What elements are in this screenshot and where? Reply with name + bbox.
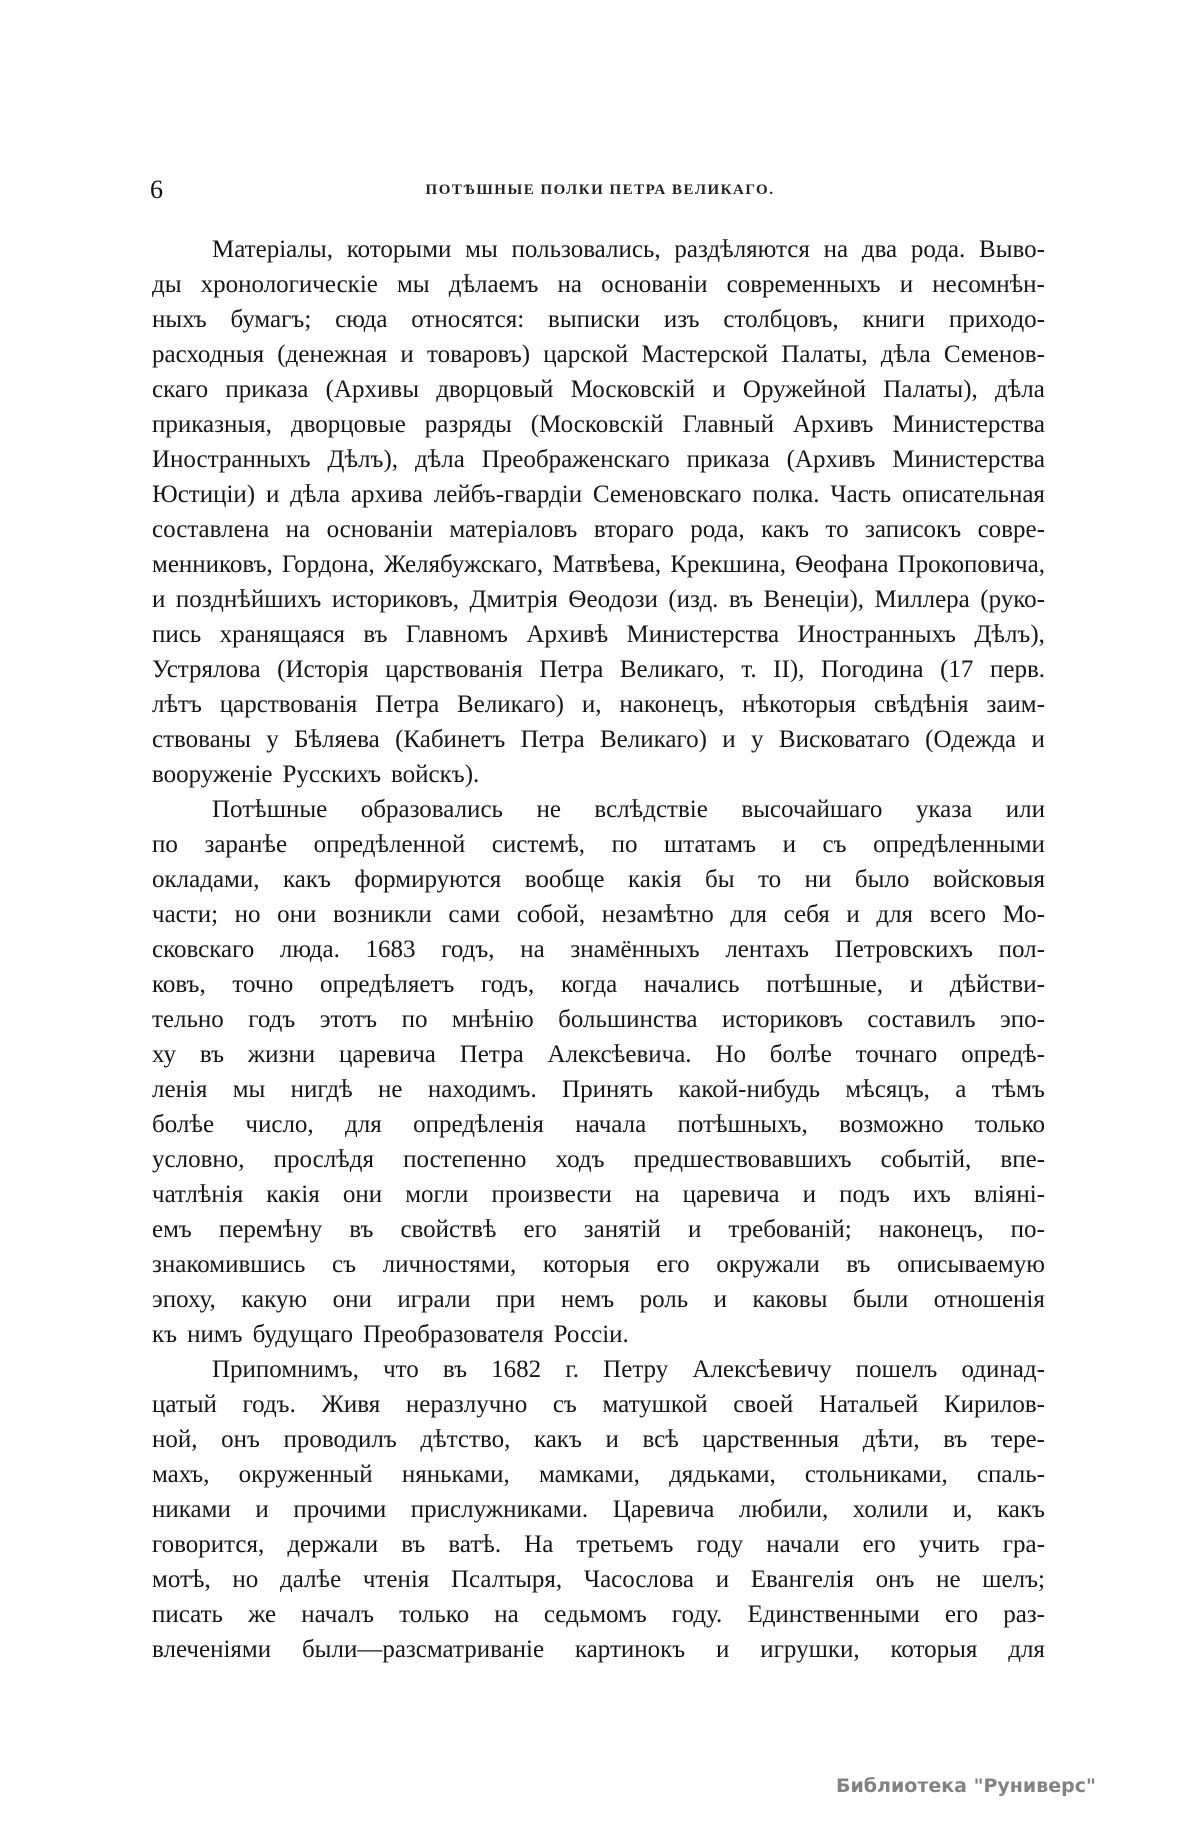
text-line: сковскаго люда. 1683 годъ, на знамённыхъ лентахъ Петровскихъ пол- — [152, 936, 1045, 963]
text-line: никами и прочими прислужниками. Царевича любили, холили и, какъ — [152, 1496, 1045, 1523]
text-line: чатлѣнія какія они могли произвести на царевича и подъ ихъ вліяні- — [152, 1181, 1045, 1208]
text-line: составлена на основаніи матеріаловъ втораго рода, какъ то записокъ совре- — [152, 516, 1045, 543]
body-text — [152, 232, 1045, 1667]
text-line: лѣтъ царствованія Петра Великаго) и, наконецъ, нѣкоторыя свѣдѣнія заим- — [152, 691, 1045, 718]
text-line: Юстиціи) и дѣла архива лейбъ-гвардіи Семеновскаго полка. Часть описательная — [152, 481, 1045, 508]
text-line: окладами, какъ формируются вообще какія бы то ни было войсковыя — [152, 866, 1045, 893]
text-line: менниковъ, Гордона, Желябужскаго, Матвѣева, Крекшина, Ѳеофана Прокоповича, — [152, 551, 1045, 578]
text-line: расходныя (денежная и товаровъ) царской Мастерской Палаты, дѣла Семенов- — [152, 341, 1045, 368]
text-line: и позднѣйшихъ историковъ, Дмитрія Ѳеодози (изд. въ Венеціи), Миллера (руко- — [152, 586, 1045, 613]
text-line: приказныя, дворцовые разряды (Московскій Главный Архивъ Министерства — [152, 411, 1045, 438]
text-line: ленія мы нигдѣ не находимъ. Принять какой-нибудь мѣсяцъ, а тѣмъ — [152, 1076, 1045, 1103]
text-line: ху въ жизни царевича Петра Алексѣевича. Но болѣе точнаго опредѣ- — [152, 1041, 1045, 1068]
text-line: ды хронологическіе мы дѣлаемъ на основаніи современныхъ и несомнѣн- — [152, 271, 1045, 298]
text-line: Припомнимъ, что въ 1682 г. Петру Алексѣевичу пошелъ одинад- — [212, 1356, 1045, 1383]
text-line: условно, прослѣдя постепенно ходъ предшествовавшихъ событій, впе- — [152, 1146, 1045, 1173]
text-line: знакомившись съ личностями, которыя его окружали въ описываемую — [152, 1251, 1045, 1278]
text-line: скаго приказа (Архивы дворцовый Московскій и Оружейной Палаты), дѣла — [152, 376, 1045, 403]
text-line: влеченіями были—разсматриваніе картинокъ и игрушки, которыя для — [152, 1636, 1045, 1663]
text-line: ныхъ бумагъ; сюда относятся: выписки изъ столбцовъ, книги приходо- — [152, 306, 1045, 333]
text-line: вооруженіе Русскихъ войскъ). — [152, 761, 480, 788]
text-line: Матеріалы, которыми мы пользовались, раздѣляются на два рода. Выво- — [212, 236, 1045, 263]
text-line: части; но они возникли сами собой, незамѣтно для себя и для всего Мо- — [152, 901, 1045, 928]
text-line: махъ, окруженный няньками, мамками, дядьками, стольниками, спаль- — [152, 1461, 1045, 1488]
text-line: ковъ, точно опредѣляетъ годъ, когда начались потѣшные, и дѣйстви- — [152, 971, 1045, 998]
text-line: болѣе число, для опредѣленія начала потѣшныхъ, возможно только — [152, 1111, 1045, 1138]
text-line: говорится, держали въ ватѣ. На третьемъ году начали его учить гра- — [152, 1531, 1045, 1558]
text-line: цатый годъ. Живя неразлучно съ матушкой своей Натальей Кирилов- — [152, 1391, 1045, 1418]
text-line: ной, онъ проводилъ дѣтство, какъ и всѣ царственныя дѣти, въ тере- — [152, 1426, 1045, 1453]
text-line: къ нимъ будущаго Преобразователя Россіи. — [152, 1321, 629, 1348]
text-line: эпоху, какую они играли при немъ роль и каковы были отношенія — [152, 1286, 1045, 1313]
text-line: мотѣ, но далѣе чтенія Псалтыря, Часослова и Евангелія онъ не шелъ; — [152, 1566, 1045, 1593]
text-line: по заранѣе опредѣленной системѣ, по штатамъ и съ опредѣленными — [152, 831, 1045, 858]
text-line: Устрялова (Исторія царствованія Петра Великаго, т. II), Погодина (17 перв. — [152, 656, 1045, 683]
watermark: Библиотека "Руниверс" — [836, 1775, 1096, 1797]
text-line: Иностранныхъ Дѣлъ), дѣла Преображенскаго приказа (Архивъ Министерства — [152, 446, 1045, 473]
running-head: ПОТѢШНЫЕ ПОЛКИ ПЕТРА ВЕЛИКАГО. — [425, 182, 775, 198]
text-line: ствованы у Бѣляева (Кабинетъ Петра Великаго) и у Висковатаго (Одежда и — [152, 726, 1045, 753]
text-line: пись хранящаяся въ Главномъ Архивѣ Министерства Иностранныхъ Дѣлъ), — [152, 621, 1045, 648]
text-line: Потѣшные образовались не вслѣдствіе высочайшаго указа или — [212, 796, 1045, 823]
text-line: писать же началъ только на седьмомъ году. Единственными его раз- — [152, 1601, 1045, 1628]
text-line: тельно годъ этотъ по мнѣнію большинства историковъ составилъ эпо- — [152, 1006, 1045, 1033]
page-number: 6 — [150, 175, 163, 204]
text-line: емъ перемѣну въ свойствѣ его занятій и требованій; наконецъ, по- — [152, 1216, 1045, 1243]
